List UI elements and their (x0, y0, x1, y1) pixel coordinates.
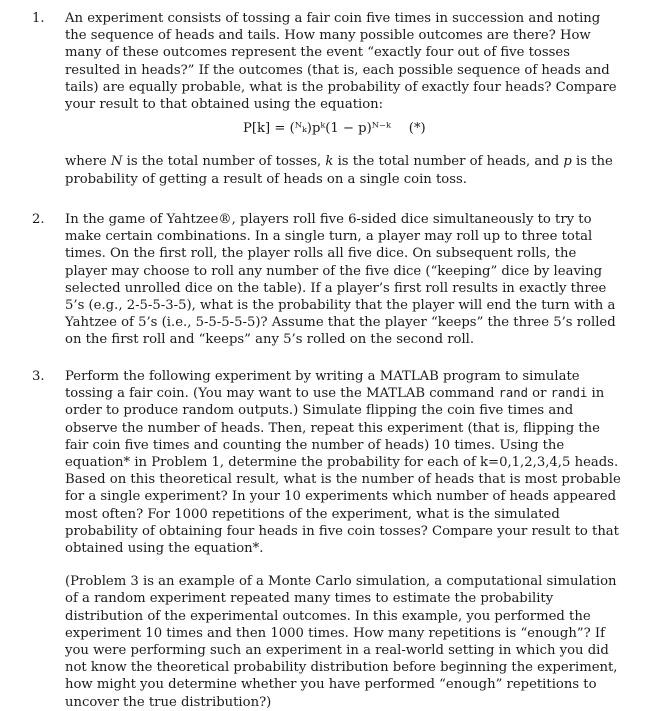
equation-explanation (65, 153, 622, 187)
problem-body (65, 10, 622, 188)
text-span: is the total number of tosses, (122, 154, 326, 170)
problem-number: 1. (32, 11, 45, 26)
code-randi: randi (550, 386, 588, 401)
problem-note: (Problem 3 is an example of a Monte Carlo simulation, a computational simulation of a random experiment repeated many times to estimate the probability distribution of the experimental outcomes. In this example, you performed the experiment 10 times and then 1000 times. How many repetitions is “enough”? If you were performing such an experiment in a real-world setting in which you did not know the theoretical probability distribution before beginning the experiment, how might you determine whether you have performed “enough” repetitions to uncover the true distribution?) (65, 574, 618, 710)
text-span: where (65, 154, 111, 170)
problem-body (65, 211, 622, 349)
variable-k: k (325, 154, 334, 170)
problem-3 (32, 368, 622, 711)
problem-body (65, 368, 622, 711)
binomial-equation (65, 120, 622, 137)
problem-number: 2. (32, 212, 45, 227)
problem-number: 3. (32, 369, 45, 384)
text-span: in order to produce random outputs.) Simulate flipping the coin five times and observe the number of heads. Then, repeat this experiment (that is, flipping the fair coin five times and counting the number of heads) 10 times. Using the equation* in Problem 1, determine the probability for each of k=0,1,2,3,4,5 heads. Based on this theoretical result, what is the number of heads that is most probable for a single experiment? In your 10 experiments which number of heads appeared most often? For 1000 repetitions of the experiment, what is the simulated probability of obtaining four heads in five coin tosses? Compare your result to that obtained using the equation*. (65, 386, 621, 557)
problem-1 (32, 10, 622, 188)
problem-text: An experiment consists of tossing a fair coin five times in succession and noting the sequence of heads and tails. How many possible outcomes are there? How many of these outcomes represent the event “exactly four out of five tosses resulted in heads?” If the outcomes (that is, each possible sequence of heads and tails) are equally probable, what is the probability of exactly four heads? Compare your result to that obtained using the equation: (65, 11, 617, 113)
text-span: is the total number of heads, and (333, 154, 564, 170)
text-span: or (527, 386, 551, 402)
text-span: is the probability of getting a result of heads on a single coin toss. (65, 154, 613, 187)
problem-text (65, 368, 622, 557)
variable-p: p (563, 154, 572, 170)
equation-formula: P[k] = (ᴺₖ)pᵏ(1 − p)ᴺ⁻ᵏ (243, 121, 391, 137)
variable-n: N (110, 154, 123, 170)
text-span: Perform the following experiment by writing a MATLAB program to simulate tossing a fair coin. (You may want to use the MATLAB command (65, 369, 580, 402)
problem-2 (32, 211, 622, 349)
equation-tag: (*) (408, 121, 426, 137)
problem-text: In the game of Yahtzee®, players roll five 6-sided dice simultaneously to try to make certain combinations. In a single turn, a player may roll up to three total times. On the first roll, the player rolls all five dice. On subsequent rolls, the player may choose to roll any number of the five dice (“keeping” dice by leaving selected unrolled dice on the table). If a player’s first roll results in exactly three 5’s (e.g., 2-5-5-3-5), what is the probability that the player will end the turn with a Yahtzee of 5’s (i.e., 5-5-5-5-5)? Assume that the player “keeps” the three 5’s rolled on the first roll and “keeps” any 5’s rolled on the second roll. (65, 212, 616, 348)
code-rand: rand (498, 386, 528, 401)
